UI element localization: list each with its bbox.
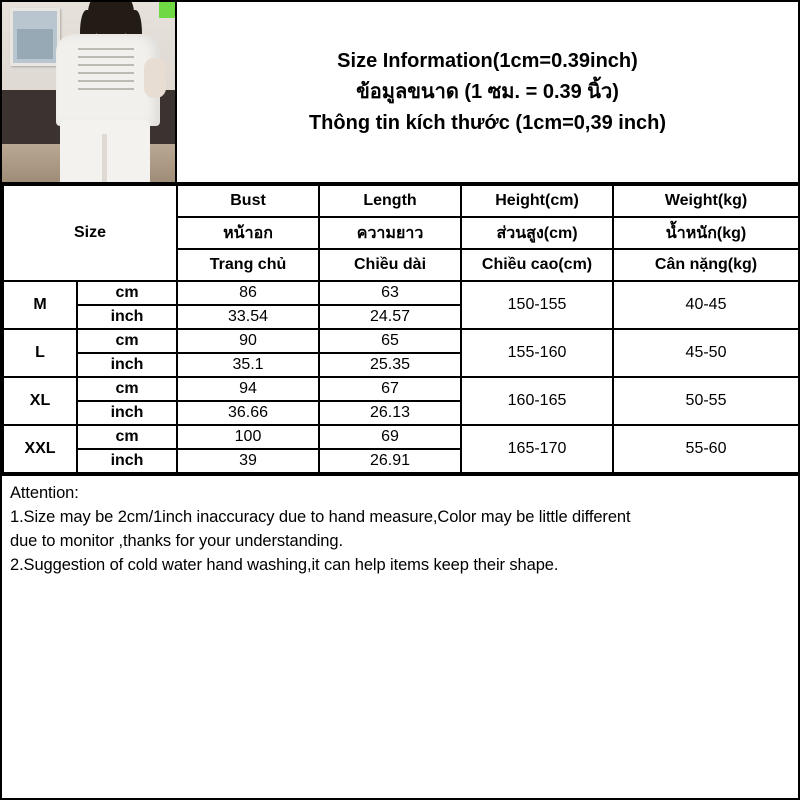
m-length-cm: 63 [319,281,461,305]
title-block [177,2,798,182]
m-weight: 40-45 [613,281,799,329]
chart-header [2,2,798,184]
xl-height: 160-165 [461,377,613,425]
table-row [3,425,799,449]
l-length-cm: 65 [319,329,461,353]
xl-bust-inch: 36.66 [177,401,319,425]
unit-inch: inch [77,401,177,425]
title-line-th: ข้อมูลขนาด (1 ซม. = 0.39 นิ้ว) [356,80,619,103]
attention-line-1: 1.Size may be 2cm/1inch inaccuracy due to hand measure,Color may be little different [10,508,631,526]
header-height-en: Height(cm) [461,185,613,217]
header-weight-th: น้ำหนัก(kg) [613,217,799,249]
title-line-en: Size Information(1cm=0.39inch) [337,49,638,72]
unit-cm: cm [77,329,177,353]
xl-weight: 50-55 [613,377,799,425]
green-marker-icon [159,2,175,18]
xxl-height: 165-170 [461,425,613,473]
unit-inch: inch [77,353,177,377]
header-weight-en: Weight(kg) [613,185,799,217]
m-bust-cm: 86 [177,281,319,305]
header-size-cell: Size [3,185,177,281]
l-bust-inch: 35.1 [177,353,319,377]
row-size-l: L [3,329,77,377]
m-length-inch: 24.57 [319,305,461,329]
xxl-bust-inch: 39 [177,449,319,473]
attention-block [2,474,798,576]
attention-line-3: 2.Suggestion of cold water hand washing,it can help items keep their shape. [10,556,559,574]
xl-length-cm: 67 [319,377,461,401]
attention-line-2: due to monitor ,thanks for your understanding. [10,532,343,550]
table-header-row-en [3,185,799,217]
header-bust-en: Bust [177,185,319,217]
xxl-length-inch: 26.91 [319,449,461,473]
product-photo [2,2,177,182]
table-row [3,377,799,401]
l-weight: 45-50 [613,329,799,377]
tshirt-print [78,48,134,94]
header-length-en: Length [319,185,461,217]
header-bust-th: หน้าอก [177,217,319,249]
m-bust-inch: 33.54 [177,305,319,329]
xxl-bust-cm: 100 [177,425,319,449]
unit-cm: cm [77,377,177,401]
unit-cm: cm [77,425,177,449]
unit-inch: inch [77,305,177,329]
header-length-vi: Chiều dài [319,249,461,281]
unit-inch: inch [77,449,177,473]
xl-bust-cm: 94 [177,377,319,401]
header-height-vi: Chiều cao(cm) [461,249,613,281]
xxl-weight: 55-60 [613,425,799,473]
model-arm [144,58,166,98]
xl-length-inch: 26.13 [319,401,461,425]
unit-cm: cm [77,281,177,305]
row-size-m: M [3,281,77,329]
header-weight-vi: Cân nặng(kg) [613,249,799,281]
row-size-xl: XL [3,377,77,425]
table-row [3,329,799,353]
m-height: 150-155 [461,281,613,329]
row-size-xxl: XXL [3,425,77,473]
l-bust-cm: 90 [177,329,319,353]
header-bust-vi: Trang chủ [177,249,319,281]
l-height: 155-160 [461,329,613,377]
title-line-vi: Thông tin kích thước (1cm=0,39 inch) [308,111,667,134]
attention-heading: Attention: [10,484,79,502]
xxl-length-cm: 69 [319,425,461,449]
table-row [3,281,799,305]
wall-frame-decor [10,8,60,66]
l-length-inch: 25.35 [319,353,461,377]
header-height-th: ส่วนสูง(cm) [461,217,613,249]
size-table [2,184,800,474]
model-pants [60,120,150,182]
header-length-th: ความยาว [319,217,461,249]
